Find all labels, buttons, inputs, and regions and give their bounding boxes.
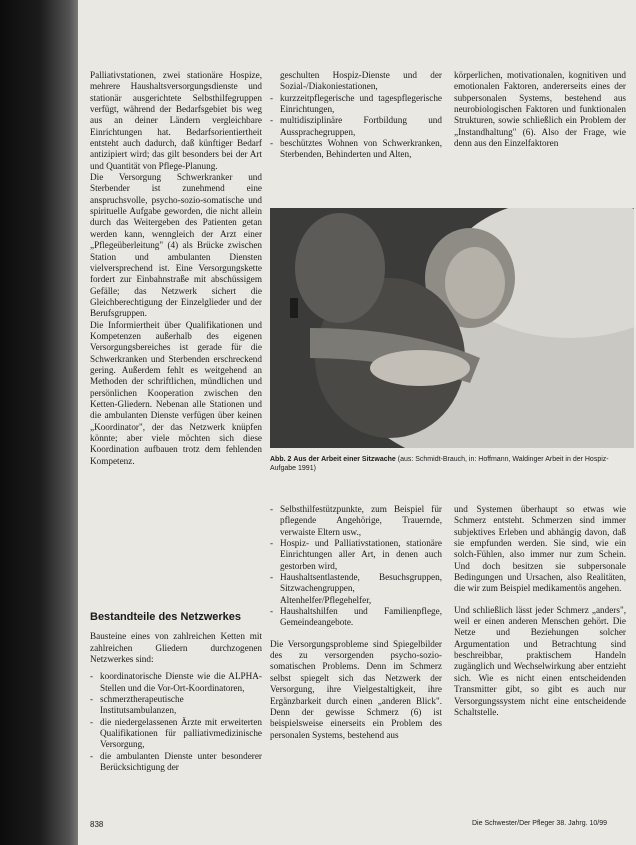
col3-paragraph-1: körperlichen, motivationalen, kognitiven und emotionalen Faktoren, andererseits eines der subpersonalen Systems, bestehend aus neurobiologischen Faktoren und funktionalen Strukturen, sowie schließlich ein Problem der „Instandhaltung" (6). Also der Frage, wie denn aus den Einzelfaktoren: [454, 70, 626, 149]
journal-footer: Die Schwester/Der Pfleger 38. Jahrg. 10/99: [472, 820, 608, 827]
list-item: - schmerztherapeutische Institutsambulanzen,: [90, 694, 262, 717]
list-item: - die niedergelassenen Ärzte mit erweiterten Qualifikationen für palliativmedizinische Versorgung,: [90, 717, 262, 751]
col3-paragraph-3: Und schließlich lässt jeder Schmerz „anders", weil er einen anderen Menschen gehört. Die Netze und Beziehungen solcher Argumentation und Betrachtung sind beschreibbar, praktischem Handeln zugänglich und Wechselwirkung aber entzieht sich. Wie es nicht einen entscheidenden Transmitter gibt, so gibt es auch nur Versorgungssystem nicht eine entscheidende Schaltstelle.: [454, 604, 626, 717]
figure-label: Abb. 2: [270, 456, 292, 463]
column-1-lower: [90, 612, 262, 773]
col1-paragraph-1: Palliativstationen, zwei stationäre Hospize, mehrere Haushaltsversorgungsdienste und stationär ausgerichtete Selbsthilfegruppen verfügt, während der Bedarfsgebiet bis weg aus an deiner Ländern vergleichbare Einrichtungen hat. Bedarfsorientiertheit entsteht auch dadurch, daß künftiger Bedarf antizipiert wird; das gilt besonders bei der Art und Quantität von Pflege-Planung.: [90, 70, 262, 171]
page-number: 838: [90, 820, 104, 829]
list-item: - Selbsthilfestützpunkte, zum Beispiel für pflegende Angehörige, Trauernde, verwaiste Eltern usw.,: [270, 504, 442, 538]
photo-illustration: [270, 208, 634, 448]
col1-bullet-list: [90, 671, 262, 773]
col1-paragraph-3: Die Informiertheit über Qualifikationen und Kompetenzen außerhalb des eigenen Versorgungsbereiches ist gerade für die Schwerkranken und Sterbenden erschreckend gering. Außerdem fehlt es weitgehend an Methoden der schriftlichen, mündlichen und persönlichen Kooperation zwischen den Ketten-Gliedern. Nebenan alle Stationen und die ambulanten Dienste verfügen über keinen „Koordinator", der das Netzwerk knüpfen könnte; aber viele möchten sich diese Koordination aufbauen trotz dem fehlenden Kompetenz.: [90, 319, 262, 466]
column-2-bottom: [270, 504, 442, 741]
figure-photo: [270, 208, 634, 448]
col1-paragraph-2: Die Versorgung Schwerkranker und Sterbender ist zunehmend eine anspruchsvolle, psycho-sozio-somatische und spirituelle Aufgabe geworden, die nicht allein durch das Weitergeben des Patienten getan werden kann, wenngleich der Arzt einer „Pflegeüberleitung" (4) als Brücke zwischen Station und ambulanten Diensten vielversprechend ist. Eine Versorgungskette fordert zur Einbahnstraße mit abschüssigem Gefälle; das Netzwerk sichert die Gleichberechtigung der Einzelglieder und der Berufsgruppen.: [90, 172, 262, 319]
col1-paragraph-4: Bausteine eines von zahlreichen Ketten mit zahlreichen Gliedern durchzogenen Netzwerkes sind:: [90, 631, 262, 665]
list-item: - koordinatorische Dienste wie die ALPHA-Stellen und die Vor-Ort-Koordinatoren,: [90, 671, 262, 694]
list-item: - multidisziplinäre Fortbildung und Aussprachegruppen,: [270, 115, 442, 138]
col3-paragraph-2: und Systemen überhaupt so etwas wie Schmerz entsteht. Schmerzen sind immer subjektives Erleben und abhängig davon, daß sie empfunden werden. Sie sind, wie ein solch-Fühlen, also immer nur zum Schein. Und doch besitzen sie subpersonale Bedingungen und Ursachen, also Realitäten, die wir zum Beispiel medikamentös angehen.: [454, 504, 626, 594]
column-3-bottom: [454, 504, 626, 718]
column-3-top: [454, 70, 626, 149]
section-heading: Bestandteile des Netzwerkes: [90, 611, 242, 623]
col2-paragraph-2: Die Versorgungsprobleme sind Spiegelbilder des zu versorgenden psycho-sozio-somatischen Problems. Denn im Schmerz selbst spiegelt sich das Netzwerk der Versorgung, ihre Vielgestaltigkeit, ihre Ergänzbarkeit durch einen „anderen Blick". Denn der gewisse Schmerz (6) ist beispielsweise einerseits ein Problem des personalen Systems, bestehend aus: [270, 638, 442, 740]
list-item: - Haushaltshilfen und Familienpflege, Gemeindeangebote.: [270, 606, 442, 629]
list-item: - beschütztes Wohnen von Schwerkranken, Sterbenden, Behinderten und Alten,: [270, 138, 442, 161]
column-1: [90, 70, 262, 467]
col2-bullet-list: [270, 93, 442, 161]
list-item: - Hospiz- und Palliativstationen, stationäre Einrichtungen aller Art, in denen auch gestorben wird,: [270, 538, 442, 572]
list-item: - die ambulanten Dienste unter besonderer Berücksichtigung der: [90, 751, 262, 774]
column-2-top: [270, 70, 442, 161]
list-item: - kurzzeitpflegerische und tagespflegerische Einrichtungen,: [270, 93, 442, 116]
col2-bottom-bullet-list: [270, 504, 442, 629]
figure-caption-source: (aus: Schmidt-Brauch, in: Hoffmann, Waldinger Arbeit in der Hospiz-Aufgabe 1991): [270, 456, 609, 472]
list-item: - Haushaltsentlastende, Besuchsgruppen, Sitzwachengruppen, Altenhelfer/Pflegehelfer,: [270, 572, 442, 606]
figure-caption-title: Aus der Arbeit einer Sitzwache: [293, 456, 396, 463]
col2-paragraph-1: geschulten Hospiz-Dienste und der Sozial-/Diakoniestationen,: [280, 70, 442, 92]
figure-caption: [270, 455, 634, 473]
